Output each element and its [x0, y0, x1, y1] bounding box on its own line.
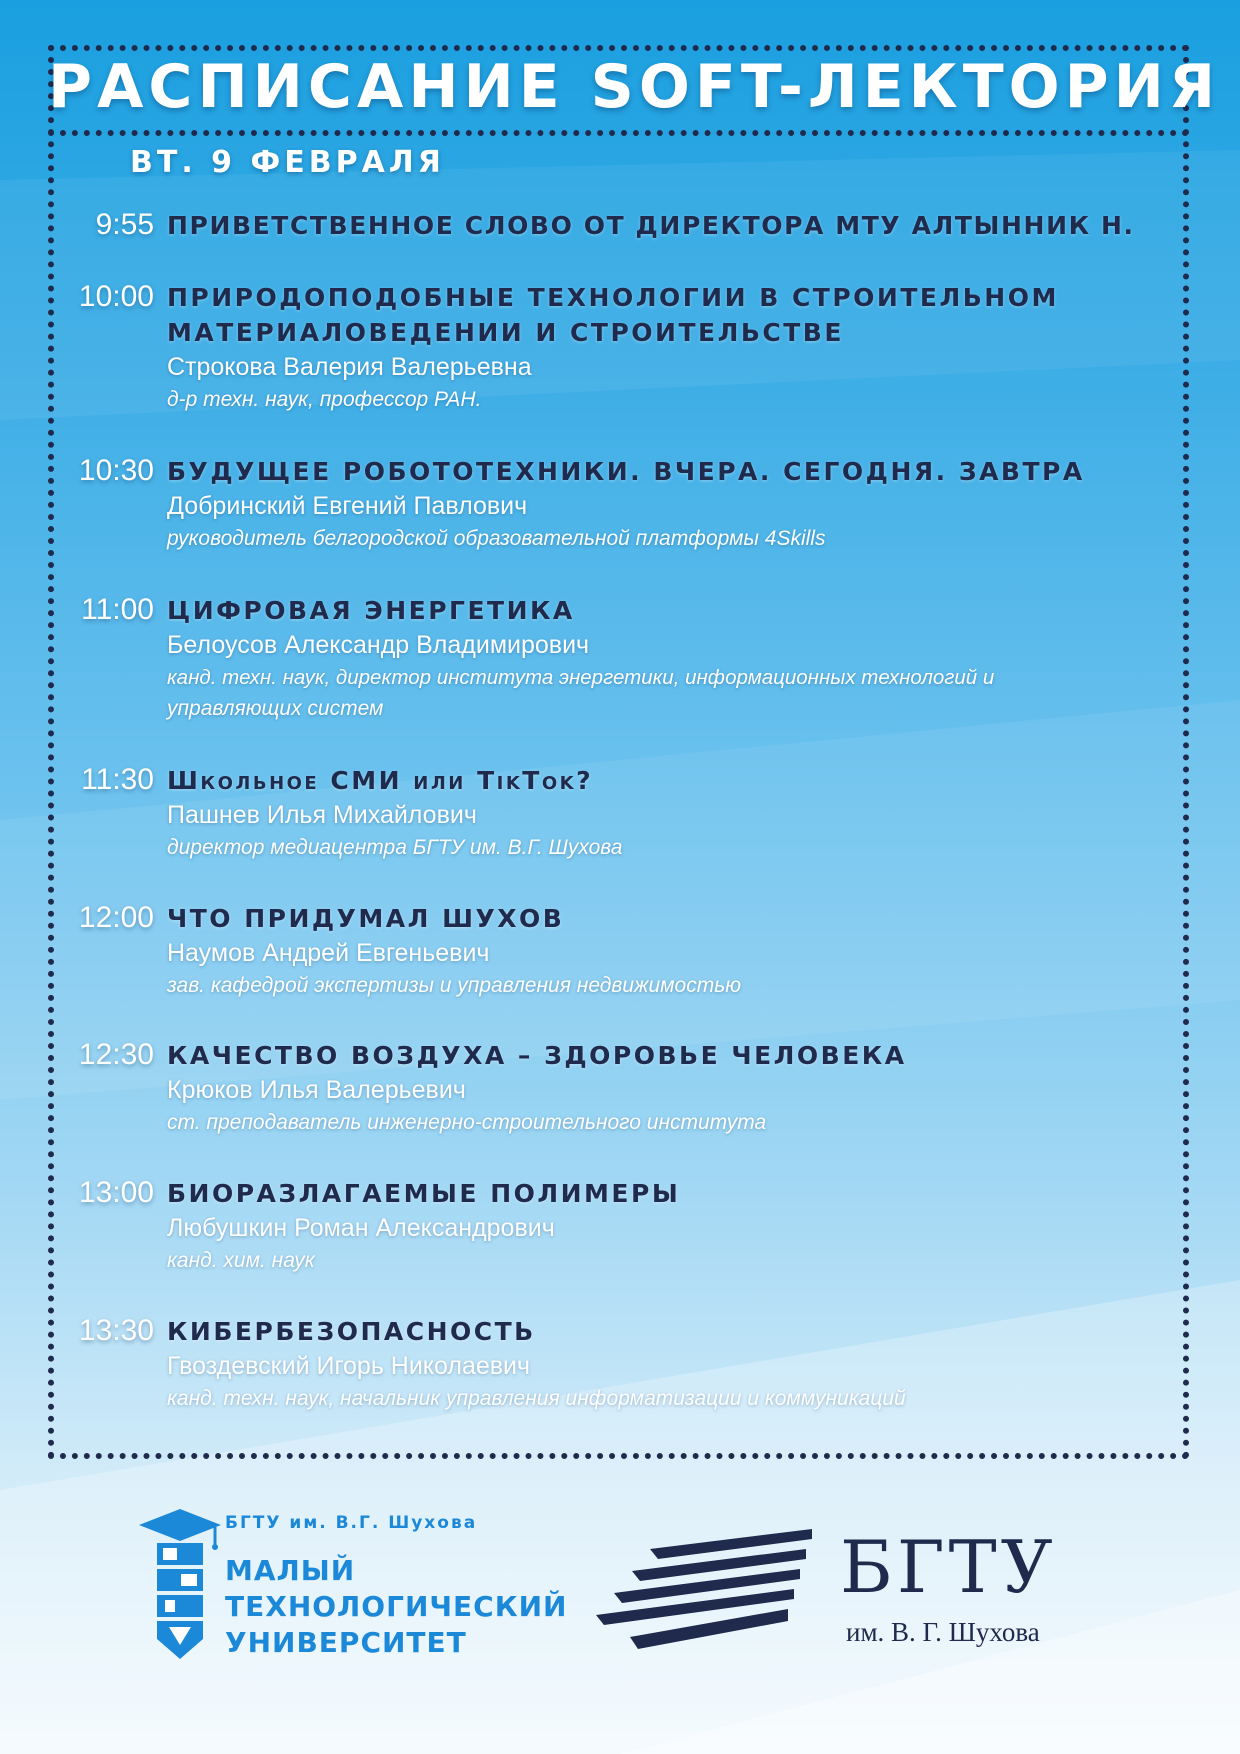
event-topic: ПРИВЕТСТВЕННОЕ СЛОВО ОТ ДИРЕКТОРА МТУ АЛТЫННИК Н. [167, 211, 1135, 240]
event-time: 12:30 [78, 1038, 154, 1071]
event-speaker: Гвоздевский Игорь Николаевич [167, 1352, 531, 1380]
event-time: 9:55 [95, 208, 154, 241]
event-speaker: Белоусов Александр Владимирович [167, 631, 590, 659]
event-speaker-role-line: канд. техн. наук, директор института энергетики, информационных технологий и [167, 666, 995, 689]
event-speaker-role: ст. преподаватель инженерно-строительного института [167, 1111, 767, 1134]
event-time: 11:30 [81, 763, 154, 796]
graduation-cap-icon [135, 1505, 225, 1665]
event-time: 13:30 [78, 1314, 154, 1347]
event-topic-line: МАТЕРИАЛОВЕДЕНИИ И СТРОИТЕЛЬСТВЕ [167, 318, 844, 347]
event-topic: БУДУЩЕЕ РОБОТОТЕХНИКИ. ВЧЕРА. СЕГОДНЯ. ЗАВТРА [167, 457, 1085, 486]
event-speaker: Крюков Илья Валерьевич [167, 1076, 466, 1104]
mtu-name-line: МАЛЫЙ [225, 1554, 356, 1587]
event-topic: Школьное СМИ или TikTok? [167, 766, 594, 795]
event-topic: БИОРАЗЛАГАЕМЫЕ ПОЛИМЕРЫ [167, 1179, 681, 1208]
event-speaker-role: д-р техн. наук, профессор РАН. [167, 388, 482, 411]
mtu-name-line: УНИВЕРСИТЕТ [225, 1626, 467, 1659]
event-speaker-role-line: управляющих систем [167, 697, 384, 720]
event-speaker: Наумов Андрей Евгеньевич [167, 939, 490, 967]
event-speaker-role: зав. кафедрой экспертизы и управления недвижимостью [167, 974, 742, 997]
event-speaker-role: канд. хим. наук [167, 1249, 315, 1272]
event-topic-line: ПРИРОДОПОДОБНЫЕ ТЕХНОЛОГИИ В СТРОИТЕЛЬНОМ [167, 283, 1059, 312]
bgtu-name: БГТУ [840, 1525, 1057, 1609]
event-time: 13:00 [78, 1176, 154, 1209]
schedule-date: ВТ. 9 ФЕВРАЛЯ [130, 145, 445, 180]
title-divider [48, 130, 1189, 136]
page-title: РАСПИСАНИЕ SOFT-ЛЕКТОРИЯ [48, 52, 1221, 122]
event-speaker: Любушкин Роман Александрович [167, 1214, 555, 1242]
event-speaker-role: канд. техн. наук, начальник управления информатизации и коммуникаций [167, 1387, 906, 1410]
bgtu-subtitle: им. В. Г. Шухова [846, 1617, 1040, 1647]
mtu-logo [135, 1505, 568, 1665]
event-speaker-role: директор медиацентра БГТУ им. В.Г. Шухова [167, 836, 623, 859]
bgtu-stairs-icon [590, 1525, 830, 1655]
event-speaker-role: руководитель белгородской образовательной платформы 4Skills [167, 527, 826, 550]
event-topic: КАЧЕСТВО ВОЗДУХА – ЗДОРОВЬЕ ЧЕЛОВЕКА [167, 1041, 907, 1070]
event-time: 12:00 [78, 901, 154, 934]
event-topic: ЦИФРОВАЯ ЭНЕРГЕТИКА [167, 596, 575, 625]
event-topic: ЧТО ПРИДУМАЛ ШУХОВ [167, 904, 565, 933]
bgtu-logo [590, 1525, 1090, 1655]
event-time: 10:00 [78, 280, 154, 313]
mtu-name-line: ТЕХНОЛОГИЧЕСКИЙ [225, 1590, 568, 1623]
event-speaker: Пашнев Илья Михайлович [167, 801, 477, 829]
mtu-subtitle: БГТУ им. В.Г. Шухова [225, 1513, 478, 1533]
event-speaker: Добринский Евгений Павлович [167, 492, 528, 520]
event-speaker: Строкова Валерия Валерьевна [167, 353, 532, 381]
mtu-name [225, 1553, 567, 1661]
event-time: 11:00 [81, 593, 154, 626]
event-topic: КИБЕРБЕЗОПАСНОСТЬ [167, 1317, 536, 1346]
event-time: 10:30 [78, 454, 154, 487]
